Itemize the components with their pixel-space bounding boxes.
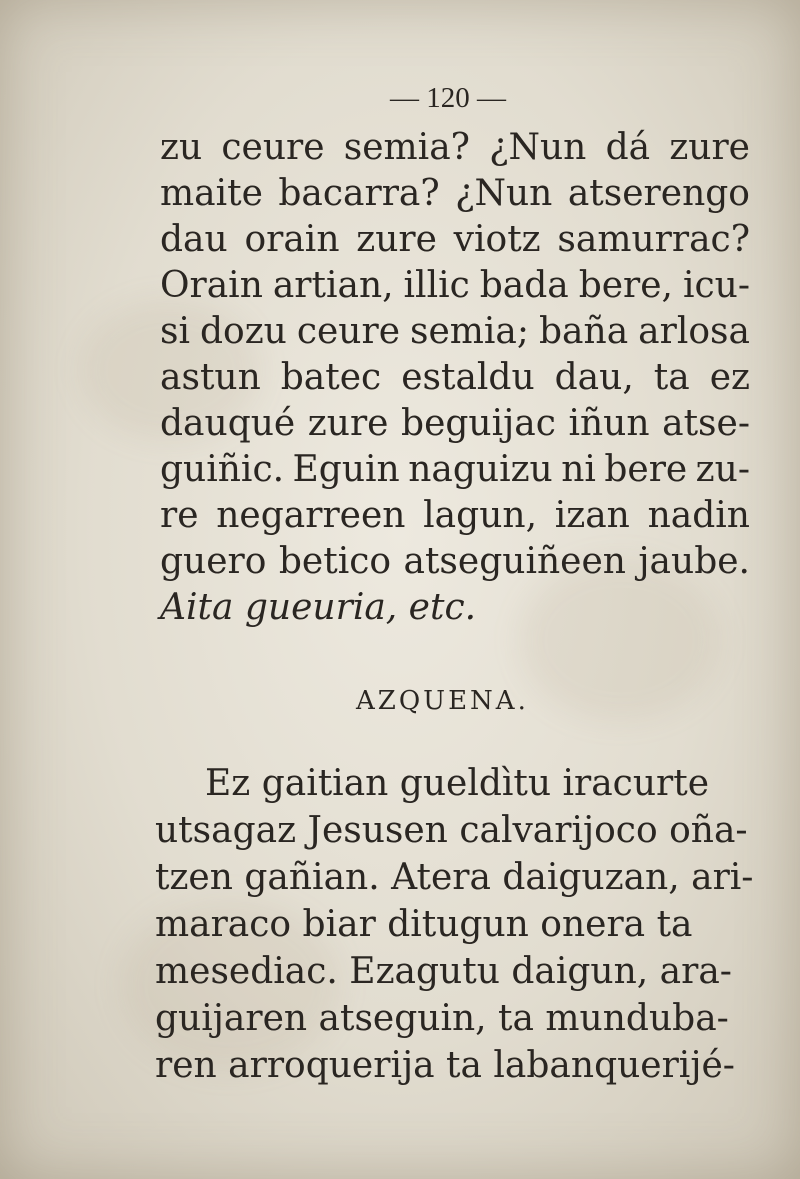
text-line-14: maraco biar ditugun onera ta: [155, 904, 693, 945]
word: atse-: [662, 403, 750, 444]
word: zure: [356, 219, 437, 260]
italic-line: Aita gueuria, etc.: [160, 587, 477, 628]
word: zure: [669, 127, 750, 168]
word: bere,: [578, 265, 673, 306]
text-line-9: [160, 495, 750, 536]
text-line-3: [160, 219, 750, 260]
text-line-4: [160, 265, 750, 306]
word: illic: [403, 265, 470, 306]
page-number: — 120 —: [390, 82, 506, 114]
word: atseguiñeen: [403, 541, 626, 582]
text-line-8: [160, 449, 750, 490]
text-line-10: [160, 541, 750, 582]
text-line-15: mesediac. Ezagutu daigun, ara-: [155, 951, 732, 992]
word: atserengo: [567, 173, 750, 214]
word: icu-: [682, 265, 750, 306]
word: bada: [479, 265, 569, 306]
word: lagun,: [423, 495, 538, 536]
word: maite: [160, 173, 263, 214]
word: dozu: [199, 311, 287, 352]
word: baña: [539, 311, 629, 352]
word: jaube.: [638, 541, 750, 582]
word: batec: [280, 357, 382, 398]
text-line-2: [160, 173, 750, 214]
word: negarreen: [216, 495, 406, 536]
word: iñun: [568, 403, 650, 444]
word: beguijac: [401, 403, 556, 444]
word: guiñic.: [160, 449, 285, 490]
word: Eguin: [292, 449, 400, 490]
word: orain: [244, 219, 340, 260]
word: betico: [278, 541, 392, 582]
word: ¿Nun: [455, 173, 553, 214]
word: dauqué: [160, 403, 296, 444]
word: astun: [160, 357, 261, 398]
text-line-12: utsagaz Jesusen calvarijoco oña-: [155, 810, 748, 851]
word: zu: [160, 127, 203, 168]
word: ta: [653, 357, 690, 398]
word: nadin: [647, 495, 750, 536]
section-heading: AZQUENA.: [356, 686, 529, 716]
word: zu-: [695, 449, 750, 490]
text-line-1: [160, 127, 750, 168]
word: arlosa: [638, 311, 750, 352]
text-line-17: ren arroquerija ta labanquerijé-: [155, 1045, 735, 1086]
word: ez: [709, 357, 750, 398]
word: dau: [160, 219, 228, 260]
word: si: [160, 311, 190, 352]
text-line-6: [160, 357, 750, 398]
word: zure: [307, 403, 389, 444]
word: semia?: [343, 127, 470, 168]
word: samurrac?: [557, 219, 750, 260]
word: re: [160, 495, 199, 536]
word: izan: [554, 495, 630, 536]
word: estaldu: [401, 357, 535, 398]
paper-stain: [520, 560, 720, 720]
text-line-7: [160, 403, 750, 444]
word: ceure: [296, 311, 401, 352]
text-line-16: guijaren atseguin, ta munduba-: [155, 998, 729, 1039]
word: Orain: [160, 265, 263, 306]
word: artian,: [272, 265, 394, 306]
word: guero: [160, 541, 267, 582]
word: ¿Nun: [489, 127, 587, 168]
word: ni: [561, 449, 596, 490]
word: dá: [605, 127, 651, 168]
word: semia;: [410, 311, 530, 352]
text-line-13: tzen gañian. Atera daiguzan, ari-: [155, 857, 754, 898]
word: ceure: [221, 127, 325, 168]
word: naguizu: [408, 449, 553, 490]
text-line-5: [160, 311, 750, 352]
word: bacarra?: [278, 173, 440, 214]
word: viotz: [453, 219, 541, 260]
word: dau,: [554, 357, 634, 398]
word: bere: [604, 449, 688, 490]
text-line-11: Ez gaitian gueldìtu iracurte: [205, 763, 709, 804]
